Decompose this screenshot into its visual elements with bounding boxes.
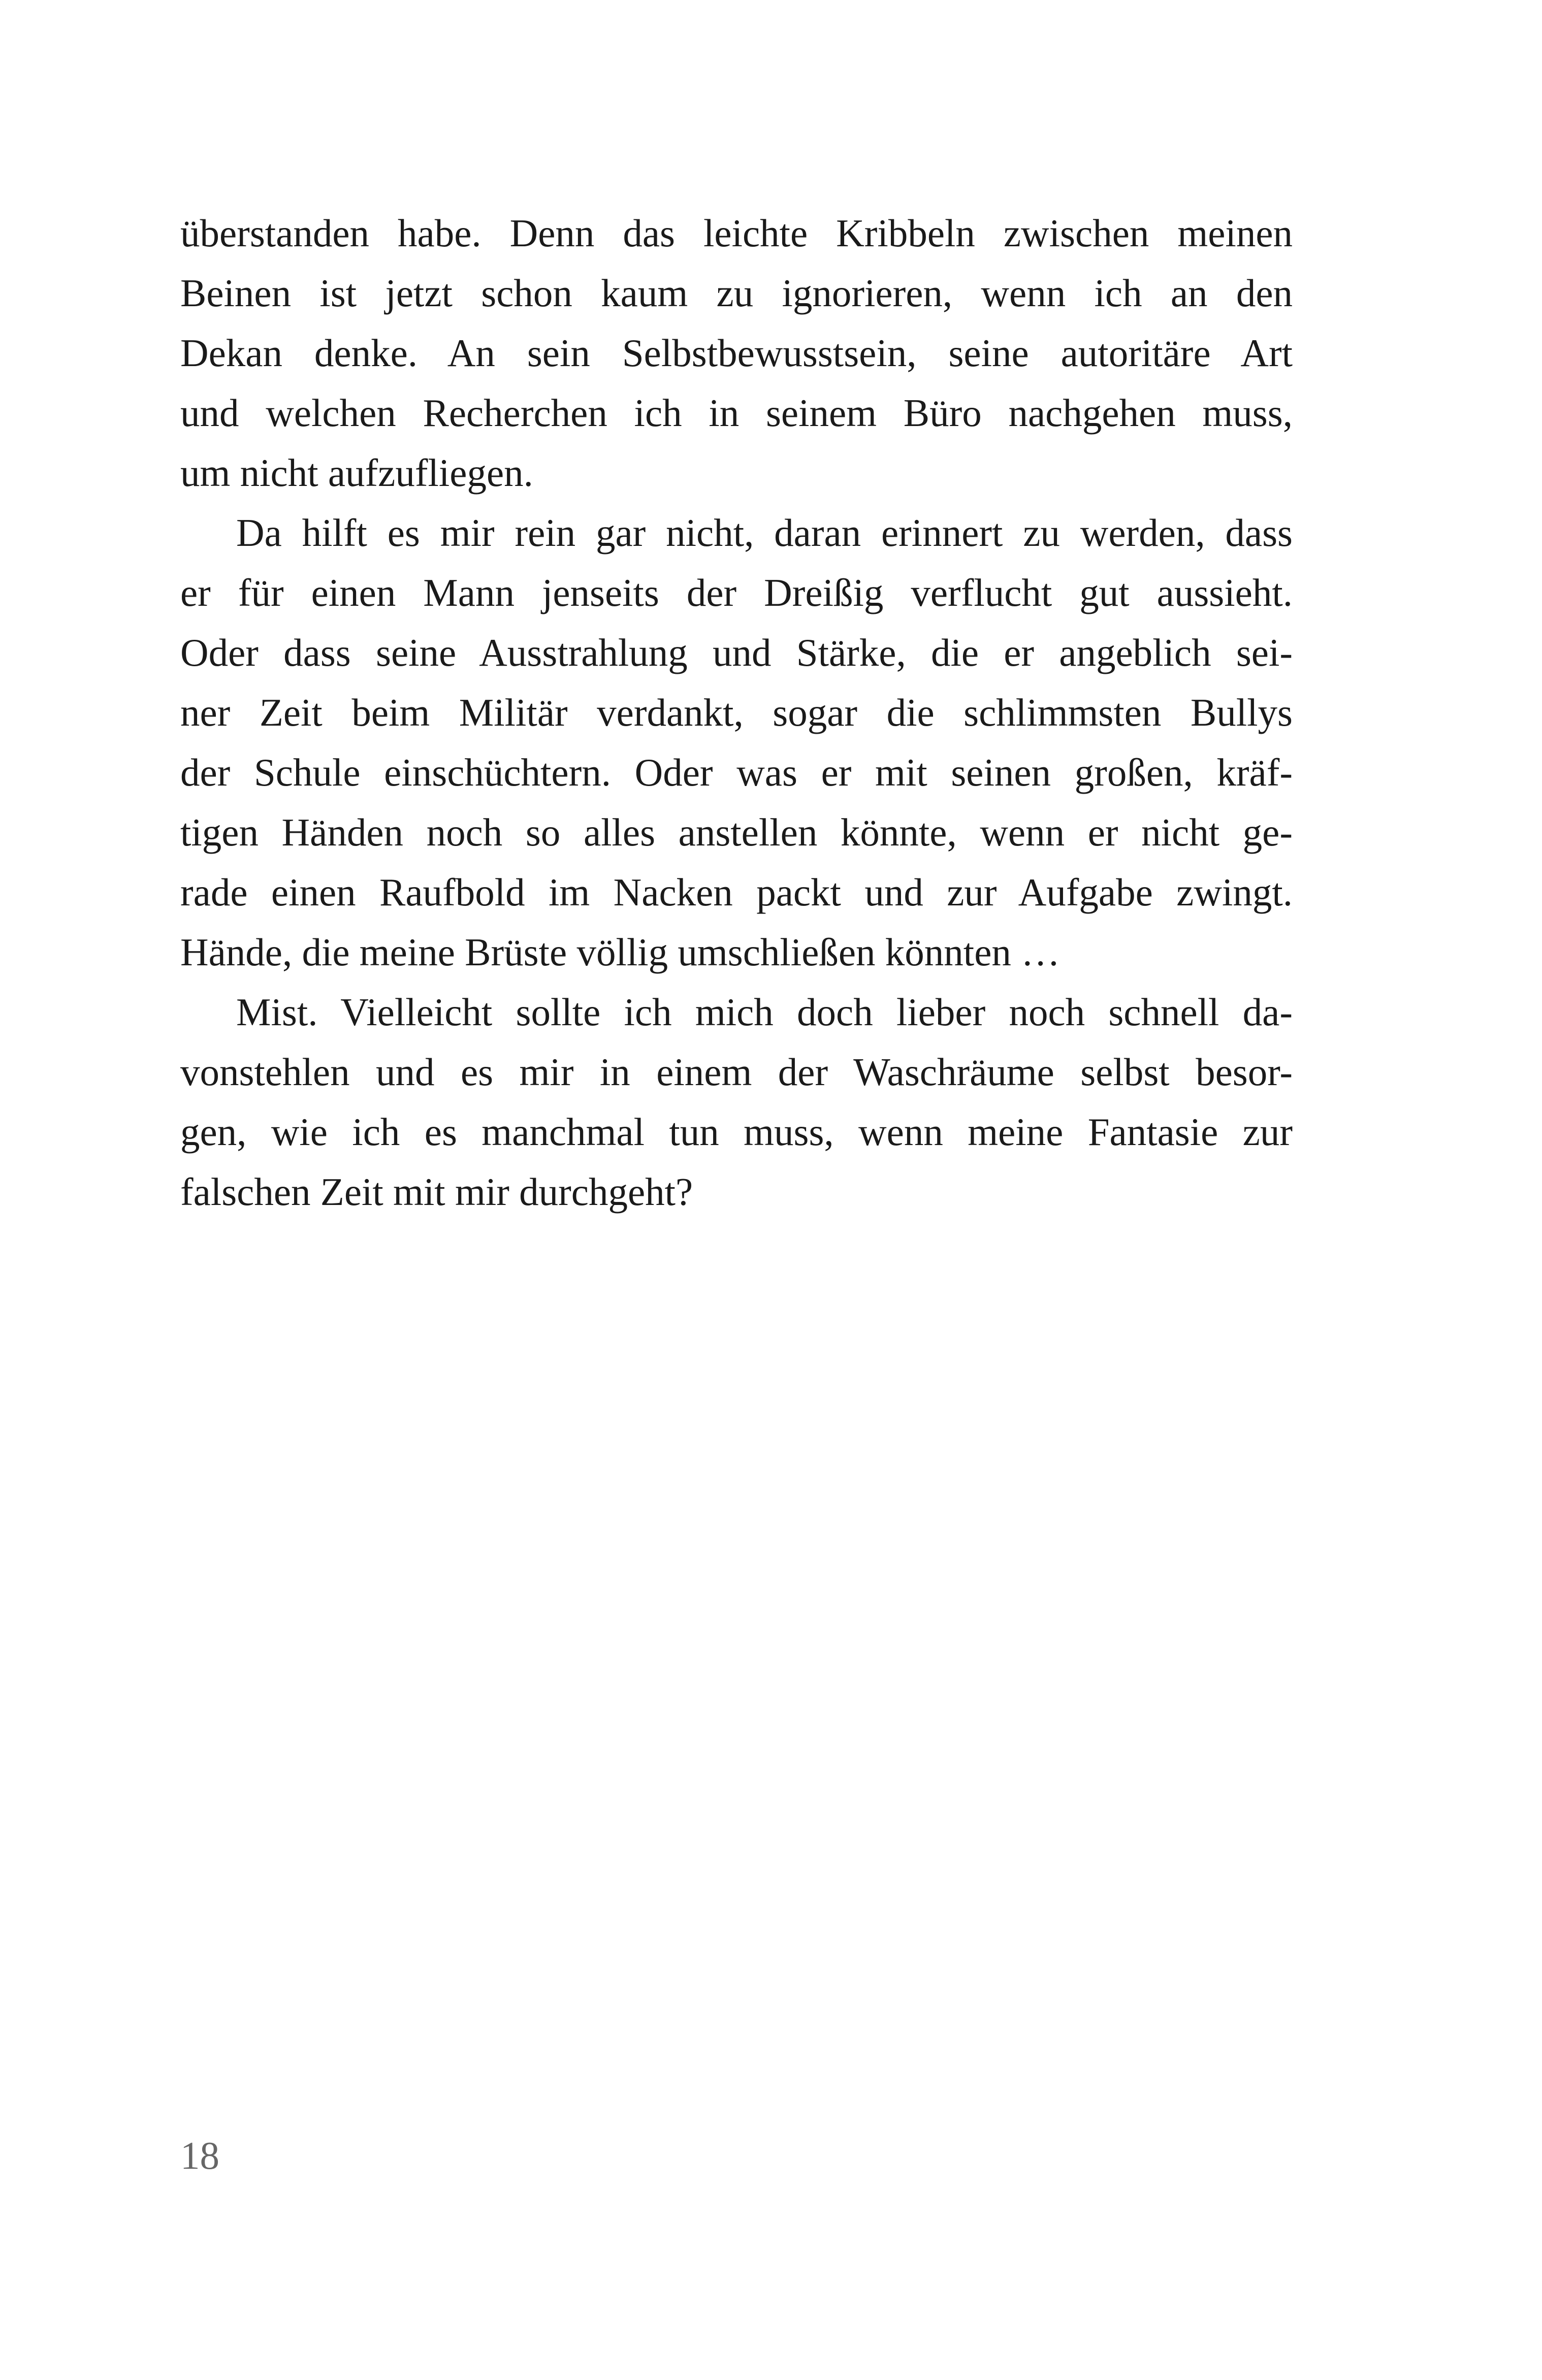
text-line: Dekan denke. An sein Selbstbewusstsein, seine autoritäre Art <box>180 331 1293 375</box>
text-line: der Schule einschüchtern. Oder was er mit seinen großen, kräf- <box>180 751 1293 794</box>
text-line: überstanden habe. Denn das leichte Kribbeln zwischen meinen <box>180 211 1293 255</box>
text-line: und welchen Recherchen ich in seinem Büro nachgehen muss, <box>180 391 1293 435</box>
text-line: vonstehlen und es mir in einem der Waschräume selbst besor- <box>180 1050 1293 1094</box>
text-line: Oder dass seine Ausstrahlung und Stärke, die er angeblich sei- <box>180 631 1293 674</box>
text-line: Hände, die meine Brüste völlig umschließen könnten … <box>180 930 1061 974</box>
text-line: falschen Zeit mit mir durchgeht? <box>180 1170 693 1214</box>
text-line: gen, wie ich es manchmal tun muss, wenn meine Fantasie zur <box>180 1110 1293 1154</box>
text-line: er für einen Mann jenseits der Dreißig verflucht gut aussieht. <box>180 571 1293 614</box>
page-number: 18 <box>180 2134 219 2177</box>
text-line: um nicht aufzufliegen. <box>180 451 533 495</box>
text-line: Mist. Vielleicht sollte ich mich doch lieber noch schnell da- <box>236 990 1293 1034</box>
text-line: rade einen Raufbold im Nacken packt und zur Aufgabe zwingt. <box>180 870 1293 914</box>
text-line: ner Zeit beim Militär verdankt, sogar die schlimmsten Bullys <box>180 691 1293 734</box>
paragraph-1 <box>180 203 1293 503</box>
text-line: Da hilft es mir rein gar nicht, daran erinnert zu werden, dass <box>236 511 1293 555</box>
text-line: tigen Händen noch so alles anstellen könnte, wenn er nicht ge- <box>180 810 1293 854</box>
text-line: Beinen ist jetzt schon kaum zu ignorieren, wenn ich an den <box>180 271 1293 315</box>
paragraph-2 <box>180 503 1293 982</box>
body-text <box>180 203 1293 1222</box>
paragraph-3 <box>180 982 1293 1222</box>
